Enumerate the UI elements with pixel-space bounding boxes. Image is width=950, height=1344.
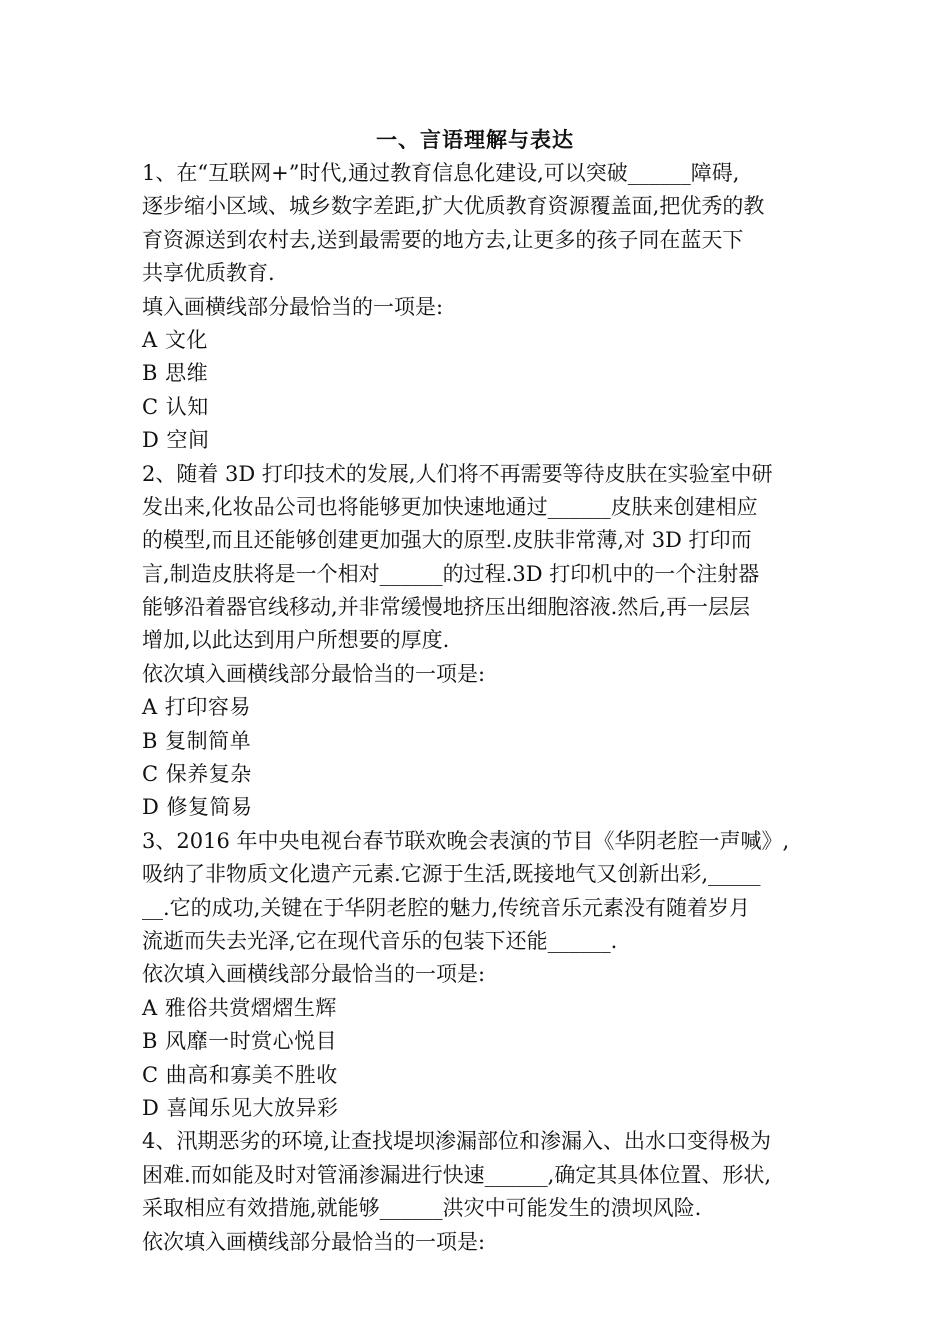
option-a: A 雅俗共赏熠熠生辉	[142, 995, 337, 1020]
question-text-line: 增加,以此达到用户所想要的厚度.	[142, 628, 450, 653]
question-list	[142, 157, 818, 1259]
question-text-line: 能够沿着器官线移动,并非常缓慢地挤压出细胞溶液.然后,再一层层	[142, 595, 751, 620]
question-text-line: __.它的成功,关键在于华阴老腔的魅力,传统音乐元素没有随着岁月	[142, 895, 751, 920]
question-4	[142, 1125, 818, 1259]
question-text-line: 言,制造皮肤将是一个相对______的过程.3D 打印机中的一个注射器	[142, 561, 760, 586]
option-d: D 空间	[142, 428, 210, 453]
question-text-line: 育资源送到农村去,送到最需要的地方去,让更多的孩子同在蓝天下	[142, 227, 744, 252]
option-b: B 思维	[142, 361, 209, 386]
question-text-line: 4、汛期恶劣的环境,让查找堤坝渗漏部位和渗漏入、出水口变得极为	[142, 1129, 772, 1154]
option-b: B 复制简单	[142, 728, 252, 753]
question-text-line: 共享优质教育.	[142, 261, 275, 286]
question-2	[142, 458, 818, 825]
question-1	[142, 157, 818, 458]
question-text-line: 的模型,而且还能够创建更加强大的原型.皮肤非常薄,对 3D 打印而	[142, 528, 752, 553]
question-text-line: 流逝而失去光泽,它在现代音乐的包装下还能______.	[142, 928, 618, 953]
question-prompt: 依次填入画横线部分最恰当的一项是:	[142, 962, 486, 987]
question-text-line: 3、2016 年中央电视台春节联欢晚会表演的节目《华阴老腔一声喊》,	[142, 828, 790, 853]
question-3	[142, 825, 818, 1126]
option-a: A 文化	[142, 327, 208, 352]
question-prompt: 填入画横线部分最恰当的一项是:	[142, 294, 444, 319]
option-c: C 保养复杂	[142, 762, 252, 787]
section-title: 一、言语理解与表达	[376, 128, 574, 152]
option-d: D 修复简易	[142, 795, 253, 820]
question-text-line: 逐步缩小区域、城乡数字差距,扩大优质教育资源覆盖面,把优秀的教	[142, 194, 765, 219]
question-text-line: 采取相应有效措施,就能够______洪灾中可能发生的溃坝风险.	[142, 1196, 702, 1221]
question-text-line: 2、随着 3D 打印技术的发展,人们将不再需要等待皮肤在实验室中研	[142, 461, 773, 486]
question-text-line: 吸纳了非物质文化遗产元素.它源于生活,既接地气又创新出彩,_____	[142, 862, 761, 887]
question-prompt: 依次填入画横线部分最恰当的一项是:	[142, 661, 486, 686]
question-prompt: 依次填入画横线部分最恰当的一项是:	[142, 1229, 486, 1254]
option-a: A 打印容易	[142, 695, 251, 720]
option-c: C 认知	[142, 394, 209, 419]
option-c: C 曲高和寡美不胜收	[142, 1062, 338, 1087]
option-b: B 风靡一时赏心悦目	[142, 1029, 338, 1054]
question-text-line: 困难.而如能及时对管涌渗漏进行快速______,确定其具体位置、形状,	[142, 1162, 772, 1187]
question-text-line: 1、在“互联网+”时代,通过教育信息化建设,可以突破______障碍,	[142, 161, 740, 185]
question-text-line: 发出来,化妆品公司也将能够更加快速地通过______皮肤来创建相应	[142, 494, 758, 519]
option-d: D 喜闻乐见大放异彩	[142, 1095, 339, 1120]
